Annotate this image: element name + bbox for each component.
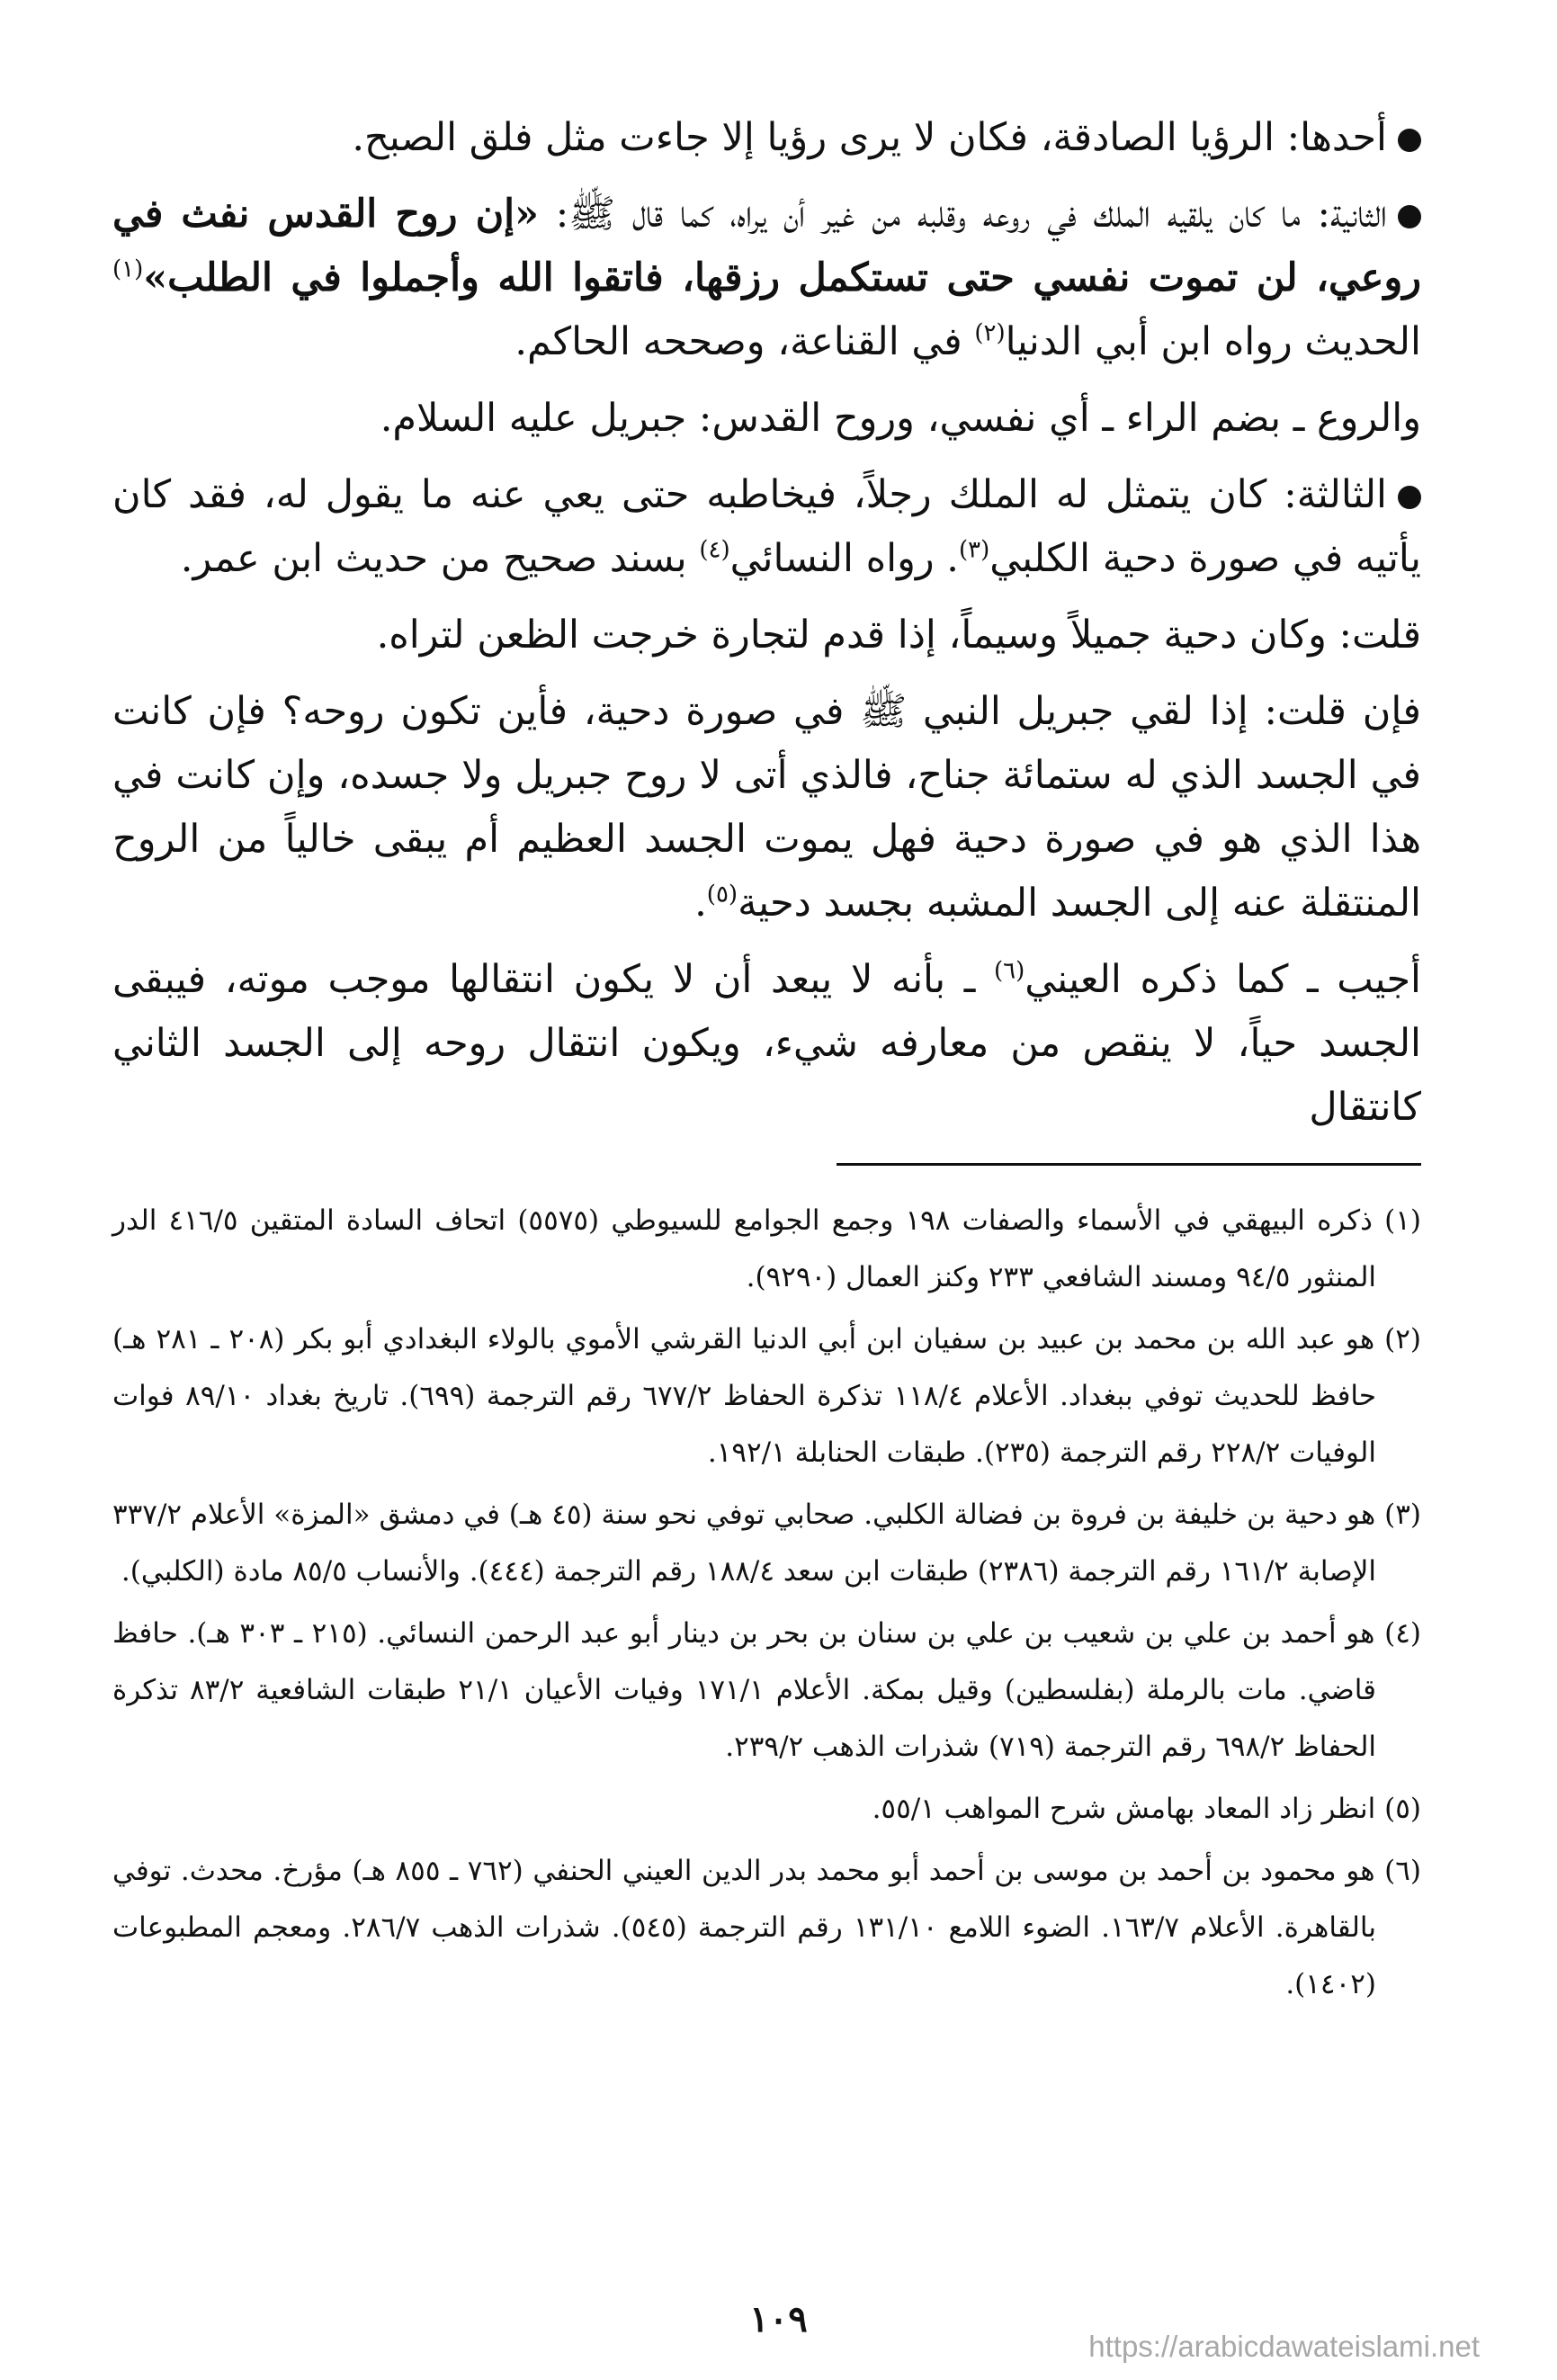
paragraph-3: والروع ـ بضم الراء ـ أي نفسي، وروح القدس: جبريل عليه السلام.: [380, 396, 1421, 441]
bullet-icon: [1398, 486, 1421, 509]
footnote-1: (١) ذكره البيهقي في الأسماء والصفات ١٩٨ وجمع الجوامع للسيوطي (٥٥٧٥) اتحاف السادة المتقين ٤١٦/٥ الدر المنثور ٩٤/٥ ومسند الشافعي ٢٣٣ وكنز العمال (٩٢٩٠).: [112, 1204, 1422, 1293]
footnotes: [112, 1193, 1421, 2013]
watermark-url: https://arabicdawateislami.net: [1088, 2330, 1480, 2363]
footnote-ref: (٥): [706, 881, 738, 908]
footnote-ref: (٦): [993, 957, 1025, 985]
footnote-divider: [837, 1163, 1421, 1166]
paragraph-2: الثانية: ما كان يلقيه الملك في روعه وقلبه من غير أن يراه، كما قال ﷺ: «إن روح القدس نفث في روعي، لن تموت نفسي حتى تستكمل رزقها، فاتقوا الله وأجملوا في الطلب»$^{(١)}$ الحديث رواه ابن أبي الدنيا$^{(٢)}$ في القناعة، وصححه الحاكم.: [112, 192, 1421, 364]
footnote-2: (٢) هو عبد الله بن محمد بن عبيد بن سفيان ابن أبي الدنيا القرشي الأموي بالولاء البغدادي أبو بكر (٢٠٨ ـ ٢٨١ هـ) حافظ للحديث توفي ببغداد. الأعلام ١١٨/٤ تذكرة الحفاظ ٦٧٧/٢ رقم الترجمة (٦٩٩). تاريخ بغداد ٨٩/١٠ فوات الوفيات ٢٢٨/٢ رقم الترجمة (٢٣٥). طبقات الحنابلة ١٩٢/١.: [112, 1323, 1421, 1469]
footnote-3: (٣) هو دحية بن خليفة بن فروة بن فضالة الكلبي. صحابي توفي نحو سنة (٤٥ هـ) في دمشق «المزة» الأعلام ٣٣٧/٢ الإصابة ١٦١/٢ رقم الترجمة (٢٣٨٦) طبقات ابن سعد ١٨٨/٤ رقم الترجمة (٤٤٤). والأنساب ٨٥/٥ مادة (الكلبي).: [112, 1499, 1421, 1588]
footnote-5: (٥) انظر زاد المعاد بهامش شرح المواهب ٥٥/١.: [872, 1793, 1421, 1825]
footnote-4: (٤) هو أحمد بن علي بن شعيب بن علي بن سنان بن بحر بن دينار أبو عبد الرحمن النسائي. (٢١٥ ـ ٣٠٣ هـ). حافظ قاضي. مات بالرملة (بفلسطين) وقيل بمكة. الأعلام ١٧١/١ وفيات الأعيان ٢١/١ طبقات الشافعية ٨٣/٢ تذكرة الحفاظ ٦٩٨/٢ رقم الترجمة (٧١٩) شذرات الذهب ٢٣٩/٢.: [112, 1617, 1421, 1763]
footnote-ref: (٣): [958, 536, 990, 564]
paragraph-7: أجيب ـ كما ذكره العيني$^{(٦)}$ ـ بأنه لا يبعد أن لا يكون انتقالها موجب موته، فيبقى الجسد حياً، لا ينقص من معارفه شيء، ويكون انتقال روحه إلى الجسد الثاني كانتقال: [112, 957, 1421, 1130]
paragraph-6: فإن قلت: إذا لقي جبريل النبي ﷺ في صورة دحية، فأين تكون روحه؟ فإن كانت في الجسد الذي له ستمائة جناح، فالذي أتى لا روح جبريل ولا جسده، وإن كانت في هذا الذي هو في صورة دحية فهل يموت الجسد العظيم أم يبقى خالياً من الروح المنتقلة عنه إلى الجسد المشبه بجسد دحية$^{(٥)}$.: [112, 689, 1421, 926]
paragraph-4: الثالثة: كان يتمثل له الملك رجلاً، فيخاطبه حتى يعي عنه ما يقول له، فقد كان يأتيه في صورة دحية الكلبي$^{(٣)}$. رواه النسائي$^{(٤)}$ بسند صحيح من حديث ابن عمر.: [112, 472, 1421, 581]
main-text: [112, 106, 1421, 1140]
footnote-ref: (٢): [974, 319, 1006, 347]
footnote-ref: (٤): [699, 536, 730, 564]
bullet-icon: [1398, 205, 1421, 228]
page-body: [112, 106, 1421, 2018]
paragraph-1: أحدها: الرؤيا الصادقة، فكان لا يرى رؤيا إلا جاءت مثل فلق الصبح.: [112, 106, 1421, 170]
hadith-quote: «إن روح القدس نفث في روعي، لن تموت نفسي حتى تستكمل رزقها، فاتقوا الله وأجملوا في الطلب»: [112, 192, 1421, 300]
page-number: ١٠٩: [749, 2298, 808, 2340]
bullet-icon: [1398, 129, 1421, 152]
paragraph-5: قلت: وكان دحية جميلاً وسيماً، إذا قدم لتجارة خرجت الظعن لتراه.: [376, 613, 1421, 658]
footnote-6: (٦) هو محمود بن أحمد بن موسى بن أحمد أبو محمد بدر الدين العيني الحنفي (٧٦٢ ـ ٨٥٥ هـ) مؤرخ. محدث. توفي بالقاهرة. الأعلام ١٦٣/٧. الضوء اللامع ١٣١/١٠ رقم الترجمة (٥٤٥). شذرات الذهب ٢٨٦/٧. ومعجم المطبوعات (١٤٠٢).: [112, 1855, 1421, 2000]
footnote-ref: (١): [112, 255, 144, 283]
